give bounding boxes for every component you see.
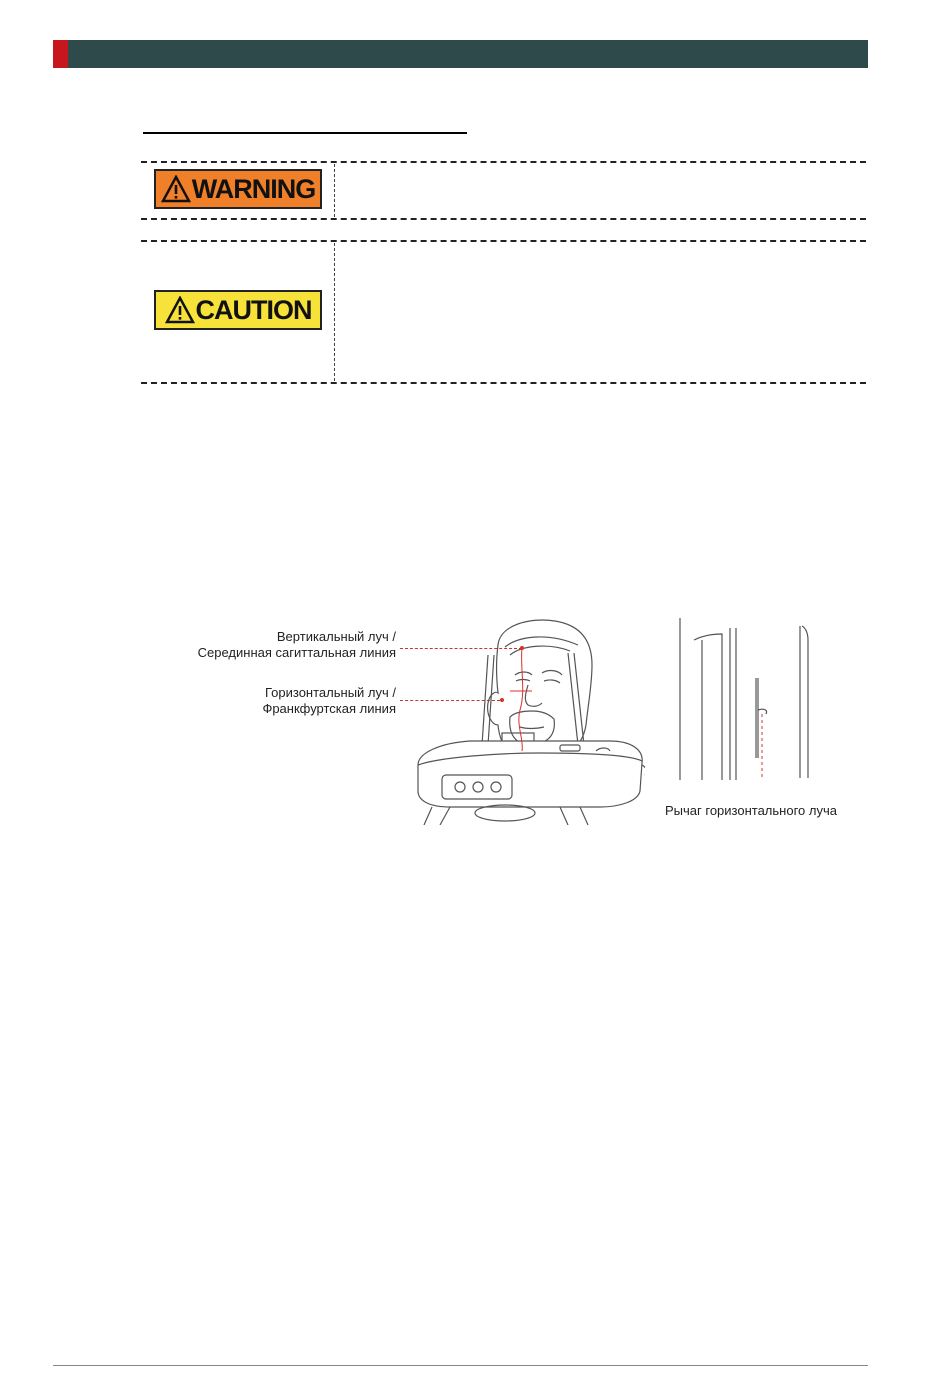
lever-illustration bbox=[672, 618, 822, 780]
header-bar bbox=[53, 40, 868, 68]
section-title-underline bbox=[143, 132, 467, 134]
vertical-beam-label: Вертикальный луч / bbox=[276, 629, 396, 644]
warning-notice bbox=[141, 161, 866, 220]
header-accent bbox=[53, 40, 68, 68]
vertical-beam-callout bbox=[136, 629, 396, 661]
horizontal-beam-label: Горизонтальный луч / bbox=[265, 685, 396, 700]
warning-triangle-icon bbox=[161, 175, 191, 203]
notice-column-divider bbox=[334, 243, 335, 381]
horizontal-beam-callout bbox=[136, 685, 396, 717]
frankfort-line-label: Франкфуртская линия bbox=[262, 701, 396, 716]
caution-label: CAUTION bbox=[195, 294, 312, 325]
warning-label: WARNING bbox=[191, 173, 316, 204]
notice-border-bottom bbox=[141, 382, 866, 384]
patient-positioning-illustration bbox=[410, 615, 645, 825]
midsagittal-line-label: Серединная сагиттальная линия bbox=[197, 645, 396, 660]
footer-rule bbox=[53, 1365, 868, 1366]
caution-notice bbox=[141, 240, 866, 384]
notice-border-top bbox=[141, 240, 866, 242]
warning-badge bbox=[154, 169, 322, 209]
notice-border-bottom bbox=[141, 218, 866, 220]
notice-border-top bbox=[141, 161, 866, 163]
notice-column-divider bbox=[334, 164, 335, 217]
warning-triangle-icon bbox=[165, 296, 195, 324]
caution-badge bbox=[154, 290, 322, 330]
horizontal-beam-lever-label: Рычаг горизонтального луча bbox=[665, 803, 837, 818]
